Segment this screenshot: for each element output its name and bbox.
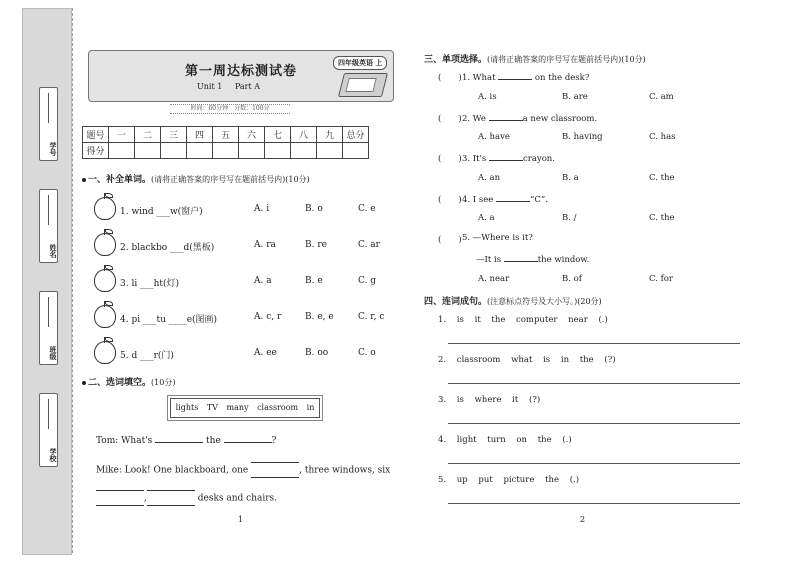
s3-q5-option-b: B. of [562, 274, 582, 284]
s2-line-3: , desks and chairs. [96, 490, 277, 506]
s3-q3-option-b: B. a [562, 173, 579, 183]
score-cell: 一 [109, 127, 135, 143]
s1-q3-option-a: A. a [254, 276, 272, 286]
s3-q1-option-a: A. is [478, 92, 497, 102]
title-box [88, 50, 394, 102]
s1-q1-text: 1. wind ___w(窗户) [120, 207, 203, 217]
section3-title: 三、单项选择。 [424, 55, 488, 65]
s3-q4-option-a: A. a [478, 213, 495, 223]
s3-q3-option-c: C. the [649, 173, 675, 183]
blank-input[interactable] [498, 71, 532, 80]
s2-line-2 [96, 462, 390, 478]
score-cell: 题号 [83, 127, 109, 143]
time-score-info: 时间：60分钟 分数：100分 [170, 104, 290, 114]
s1-q2-option-b: B. re [305, 240, 327, 250]
s3-q5-text: 5. —Where is it? [462, 233, 533, 243]
s4-item-4: 4. light turn on the (.) [438, 435, 572, 445]
s2-line1-end: ? [271, 436, 277, 446]
s3-options-3 [420, 173, 770, 187]
section1-heading [82, 172, 310, 185]
s1-q5-option-c: C. o [358, 348, 376, 358]
student-name-box [39, 189, 58, 263]
double-blank-input[interactable] [96, 490, 144, 506]
word-bank: lights TV many classroom in [170, 398, 320, 418]
s3-q5-option-a: A. near [478, 274, 510, 284]
apple-icon [94, 341, 116, 364]
s3-q5-option-c: C. for [649, 274, 673, 284]
blank-input[interactable] [155, 433, 203, 443]
s3-question-3 [420, 152, 770, 166]
s3-q1-pre: 1. What [462, 73, 496, 83]
section1-note: (请将正确答案的序号写在题前括号内)(10分) [151, 175, 310, 184]
cut-line [72, 8, 73, 553]
s1-q4-option-b: B. e, e [305, 312, 334, 322]
answer-line[interactable] [448, 503, 740, 504]
section2-title: 二、选词填空。 [88, 378, 152, 388]
s2-line1-start: Tom: What's [96, 436, 153, 446]
s3-q2-option-a: A. have [478, 132, 510, 142]
section1-title: 一、补全单词。 [88, 175, 152, 185]
unit-label: Unit 1 [197, 82, 223, 91]
binding-sidebar [22, 8, 72, 555]
score-cell: 八 [291, 127, 317, 143]
score-cell[interactable] [291, 143, 317, 159]
double-blank-input[interactable] [147, 490, 195, 506]
double-blank-input[interactable] [251, 462, 299, 478]
s1-q2-option-c: C. ar [358, 240, 380, 250]
bullet-icon [82, 178, 86, 182]
s1-question-1 [94, 197, 394, 223]
score-table-score-row [83, 143, 369, 159]
s3-question-1 [420, 71, 770, 85]
s3-q4-text [462, 193, 548, 205]
s2-line-1 [96, 433, 276, 446]
s1-question-3 [94, 269, 394, 295]
unit-subtitle [197, 82, 270, 91]
s3-options-1 [420, 92, 770, 106]
score-table [82, 126, 369, 159]
answer-line[interactable] [448, 343, 740, 344]
page-number-right: 2 [580, 515, 586, 524]
s1-q4-text: 4. pi ___tu ____e(图画) [120, 315, 218, 325]
s1-q1-option-a: A. i [254, 204, 270, 214]
s3-q3-option-a: A. an [478, 173, 501, 183]
s1-question-2 [94, 233, 394, 259]
s3-options-2 [420, 132, 770, 146]
s3-q1-option-b: B. are [562, 92, 588, 102]
apple-icon [94, 269, 116, 292]
answer-line[interactable] [448, 463, 740, 464]
student-number-line [48, 93, 49, 123]
score-cell[interactable] [109, 143, 135, 159]
s2-line2-start: Mike: Look! One blackboard, one [96, 465, 249, 476]
section2-note: (10分) [151, 378, 176, 387]
score-cell[interactable] [343, 143, 369, 159]
section3-note: (请将正确答案的序号写在题前括号内)(10分) [487, 55, 646, 64]
section4-heading [424, 294, 602, 307]
score-cell[interactable] [161, 143, 187, 159]
student-number-box [39, 87, 58, 161]
score-cell: 三 [161, 127, 187, 143]
score-table-header-row [83, 127, 369, 143]
s3-q4-pre: 4. I see [462, 195, 494, 205]
score-cell[interactable] [187, 143, 213, 159]
score-cell[interactable] [239, 143, 265, 159]
bullet-icon [82, 381, 86, 385]
s1-q3-text: 3. li ___ht(灯) [120, 279, 180, 289]
s1-q3-option-b: B. e [305, 276, 323, 286]
school-line [48, 399, 49, 429]
part-label: Part A [234, 82, 261, 91]
blank-input[interactable] [224, 433, 272, 443]
score-cell: 七 [265, 127, 291, 143]
s1-q2-option-a: A. ra [254, 240, 276, 250]
s3-question-2 [420, 112, 770, 126]
student-number-label: 学号 [49, 142, 58, 156]
s1-q1-option-b: B. o [305, 204, 323, 214]
s3-q3-text [462, 152, 555, 164]
apple-icon [94, 305, 116, 328]
score-cell: 九 [317, 127, 343, 143]
s3-q2-option-c: C. has [649, 132, 676, 142]
score-cell: 五 [213, 127, 239, 143]
s3-q3-post: crayon. [523, 154, 555, 164]
s1-q5-option-b: B. oo [305, 348, 329, 358]
s3-q4-option-c: C. the [649, 213, 675, 223]
s3-options-5 [420, 274, 770, 288]
s1-q4-option-c: C. r, c [358, 312, 385, 322]
s4-item-2: 2. classroom what is in the (?) [438, 355, 616, 365]
answer-paren[interactable]: ( ) [438, 73, 462, 83]
s1-question-4 [94, 305, 394, 331]
s3-question-4 [420, 193, 770, 207]
student-name-label: 姓名 [49, 244, 58, 258]
score-cell: 六 [239, 127, 265, 143]
score-cell[interactable] [265, 143, 291, 159]
s3-q5-line2-pre: —It is [476, 255, 502, 265]
answer-paren[interactable]: ( ) [438, 154, 462, 164]
s3-q4-option-b: B. / [562, 213, 577, 223]
s3-question-5 [420, 233, 770, 247]
s3-q2-text [462, 112, 597, 124]
answer-paren[interactable]: ( ) [438, 114, 462, 124]
section2-heading [82, 375, 175, 388]
s1-q1-option-c: C. e [358, 204, 376, 214]
apple-icon [94, 197, 116, 220]
s3-q5-line2-post: the window. [537, 255, 590, 265]
score-cell: 四 [187, 127, 213, 143]
score-cell: 得分 [83, 143, 109, 159]
score-cell: 二 [135, 127, 161, 143]
class-box [39, 291, 58, 365]
s4-item-1: 1. is it the computer near (.) [438, 315, 608, 325]
s3-q4-post: “C”. [530, 195, 548, 205]
s2-line2-end: , three windows, six [299, 465, 391, 476]
score-cell[interactable] [135, 143, 161, 159]
student-name-line [48, 195, 49, 225]
score-cell[interactable] [213, 143, 239, 159]
section4-note: (注意标点符号及大小写。)(20分) [487, 297, 602, 306]
section3-heading [424, 52, 646, 65]
s3-q1-post: on the desk? [534, 73, 590, 83]
page-title: 第一周达标测试卷 [185, 64, 298, 79]
blank-input[interactable] [504, 253, 538, 262]
s1-q5-option-a: A. ee [254, 348, 277, 358]
s4-item-5: 5. up put picture the (.) [438, 475, 580, 485]
s2-line3-end: desks and chairs. [197, 493, 278, 504]
apple-icon [94, 233, 116, 256]
s3-q2-option-b: B. having [562, 132, 603, 142]
blank-input[interactable] [496, 193, 530, 202]
s1-q3-option-c: C. g [358, 276, 377, 286]
s1-q2-text: 2. blackbo ___d(黑板) [120, 243, 215, 253]
s3-q5-answer-line [476, 253, 589, 265]
s3-q5-line2 [420, 253, 770, 267]
answer-line[interactable] [448, 383, 740, 384]
s1-q4-option-a: A. c, r [254, 312, 282, 322]
grade-badge: 四年级英语 上 [333, 56, 387, 70]
s3-options-4 [420, 213, 770, 227]
answer-line[interactable] [448, 423, 740, 424]
page-number-left: 1 [238, 515, 244, 524]
s1-q5-text: 5. d ___r(门) [120, 351, 174, 361]
school-label: 学校 [49, 448, 58, 462]
s3-q1-option-c: C. am [649, 92, 674, 102]
answer-paren[interactable]: ( ) [438, 195, 462, 205]
s2-line1-mid: the [206, 436, 221, 446]
blank-input[interactable] [489, 152, 523, 161]
answer-paren[interactable]: ( ) [438, 235, 462, 245]
s3-q3-pre: 3. It's [462, 154, 487, 164]
s1-question-5 [94, 341, 394, 367]
score-cell[interactable] [317, 143, 343, 159]
s3-q2-post: a new classroom. [522, 114, 598, 124]
s4-item-3: 3. is where it (?) [438, 395, 541, 405]
blank-input[interactable] [489, 112, 523, 121]
section4-title: 四、连词成句。 [424, 297, 488, 307]
class-label: 班级 [49, 346, 58, 360]
score-cell: 总分 [343, 127, 369, 143]
s3-q1-text [462, 71, 589, 83]
s3-q2-pre: 2. We [462, 114, 486, 124]
school-box [39, 393, 58, 467]
book-illustration-icon [338, 73, 388, 97]
class-line [48, 297, 49, 327]
